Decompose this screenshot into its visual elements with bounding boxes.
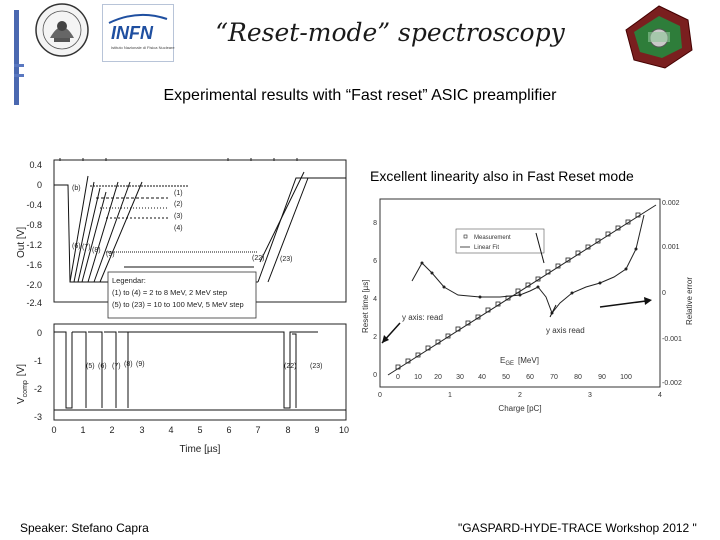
bottom-xtick: 7	[255, 425, 261, 435]
left-ytick: 0	[373, 372, 377, 379]
slide-subtitle: Experimental results with “Fast reset” ASIC preamplifier	[163, 87, 557, 104]
trace-label: (7)	[82, 244, 91, 251]
bottom-xtick: 0	[51, 425, 57, 435]
egd-xtick: 10	[414, 374, 422, 381]
right-ytick: 0	[662, 290, 666, 297]
right-ylabel: Relative error	[685, 276, 694, 325]
trace-label: (1)	[174, 190, 183, 197]
legend-line: (1) to (4) = 2 to 8 MeV, 2 MeV step	[112, 288, 227, 297]
footer-speaker: Speaker: Stefano Capra	[20, 521, 149, 535]
bottom-ytick: 0	[36, 328, 42, 338]
left-ytick: 8	[373, 220, 377, 227]
legend-line: (5) to (23) = 10 to 100 MeV, 5 MeV step	[112, 300, 244, 309]
trace-label: (22)	[284, 363, 297, 370]
bottom-xtick: 8	[285, 425, 291, 435]
trace-label: (3)	[174, 213, 183, 220]
bottom-ylabel: $V_{comp}[V]$	[16, 363, 29, 404]
accent-line	[14, 64, 24, 67]
legend-fit: Linear Fit	[474, 245, 500, 251]
footer-workshop: "GASPARD-HYDE-TRACE Workshop 2012 "	[458, 521, 697, 535]
charge-xtick: 3	[588, 392, 592, 399]
legend-title: Legendar:	[112, 276, 146, 285]
trace-label: (5)	[86, 363, 95, 370]
trace-label: (b)	[72, 185, 81, 192]
top-ytick: -0.4	[26, 200, 42, 210]
trace-label: (22)	[252, 255, 265, 262]
right-ytick: -0.001	[662, 336, 682, 343]
bottom-xtick: 6	[226, 425, 232, 435]
egd-xtick: 60	[526, 374, 534, 381]
trace-label: (9)	[106, 251, 115, 258]
trace-label: (6)	[72, 243, 81, 250]
bottom-xtick: 1	[80, 425, 86, 435]
bottom-xtick: 10	[338, 425, 350, 435]
bottom-xtick: 2	[109, 425, 115, 435]
arrow-right	[600, 301, 646, 307]
infn-logo	[102, 4, 174, 62]
bottom-xtick: 9	[314, 425, 320, 435]
bottom-xtick: 5	[197, 425, 203, 435]
slide-title: “Reset-mode” spectroscopy	[215, 18, 565, 47]
charge-xtick: 0	[378, 392, 382, 399]
top-ytick: 0.4	[29, 160, 42, 170]
egd-xtick: 100	[620, 374, 632, 381]
linearity-figure	[360, 165, 705, 420]
bottom-ytick: -2	[33, 384, 42, 394]
trace-label: (8)	[124, 361, 133, 368]
top-ytick: -2.0	[26, 280, 42, 290]
egd-xtick: 70	[550, 374, 558, 381]
legend-measurement: Measurement	[474, 235, 511, 241]
charge-xtick: 4	[658, 392, 662, 399]
egd-xtick: 0	[396, 374, 400, 381]
university-seal-logo	[34, 2, 90, 58]
bottom-xtick: 4	[168, 425, 174, 435]
trace-label: (23)	[310, 363, 323, 370]
top-ytick: 0	[36, 180, 42, 190]
top-ytick: -2.4	[26, 298, 42, 308]
bottom-xtick: 3	[139, 425, 145, 435]
trace-label: (4)	[174, 225, 183, 232]
egd-xlabel: $E_{GE}$ [MeV]	[500, 356, 539, 367]
trace-label: (8)	[92, 247, 101, 254]
svg-text:Istituto Nazionale di Fisica N: Istituto Nazionale di Fisica Nucleare	[111, 45, 175, 50]
egd-xtick: 40	[478, 374, 486, 381]
detector-array-logo	[620, 2, 698, 72]
charge-xtick: 2	[518, 392, 522, 399]
reset-waveforms-figure	[16, 152, 360, 462]
trace-label: (9)	[136, 361, 145, 368]
trace-label: (23)	[280, 256, 293, 263]
left-ytick: 2	[373, 334, 377, 341]
egd-xtick: 50	[502, 374, 510, 381]
accent-line	[14, 74, 24, 77]
bottom-plot-frame	[54, 324, 346, 420]
egd-xtick: 20	[434, 374, 442, 381]
top-ytick: -0.8	[26, 220, 42, 230]
top-traces	[54, 172, 346, 282]
charge-xtick: 1	[448, 392, 452, 399]
right-ytick: 0.002	[662, 200, 680, 207]
egd-xtick: 90	[598, 374, 606, 381]
bottom-traces	[54, 332, 346, 410]
fit-legend-box	[456, 229, 544, 253]
top-ytick: -1.6	[26, 260, 42, 270]
trace-label: (7)	[112, 363, 121, 370]
right-ytick: 0.001	[662, 244, 680, 251]
left-ylabel: Reset time [µs]	[361, 279, 370, 333]
bottom-ytick: -1	[33, 356, 42, 366]
egd-xtick: 80	[574, 374, 582, 381]
linearity-caption: Excellent linearity also in Fast Reset mode	[370, 168, 634, 184]
top-ytick: -1.2	[26, 240, 42, 250]
trace-label: (2)	[174, 201, 183, 208]
annotation-left: y axis: read	[402, 313, 443, 322]
left-ytick: 6	[373, 258, 377, 265]
annotation-right: y axis read	[546, 326, 585, 335]
top-ylabel: Out [V]	[16, 226, 27, 258]
bottom-ytick: -3	[33, 412, 42, 422]
left-ytick: 4	[373, 296, 377, 303]
egd-xtick: 30	[456, 374, 464, 381]
right-ytick: -0.002	[662, 380, 682, 387]
charge-xlabel: Charge [pC]	[498, 404, 542, 413]
bottom-xlabel: Time [µs]	[179, 444, 221, 455]
svg-text:INFN: INFN	[111, 23, 153, 43]
trace-label: (6)	[98, 363, 107, 370]
